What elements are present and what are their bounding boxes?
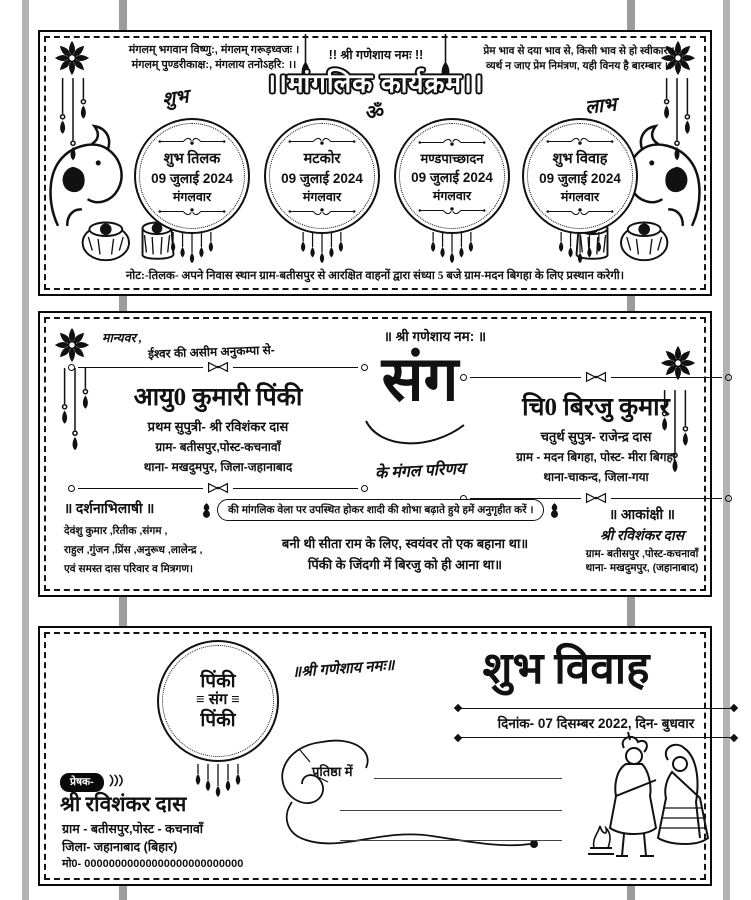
verse-line2: पिंकी के जिंदगी में बिरजु को ही आना था॥ bbox=[307, 557, 503, 572]
akankshi-address1: ग्राम- बतीसपुर ,पोस्ट-कचनावाँ bbox=[585, 548, 699, 560]
crop-mark bbox=[627, 0, 635, 30]
darshanabhilashi-block bbox=[64, 499, 254, 579]
sender-badge: प्रेषक- bbox=[60, 773, 104, 792]
bride-relation: प्रथम सुपुत्री- श्री रविशंकर दास bbox=[147, 419, 289, 434]
invite-capsule bbox=[200, 499, 561, 521]
flourish-row-icon bbox=[283, 136, 361, 147]
sender-mobile: मो0- 00000000000000000000000000 bbox=[62, 858, 244, 870]
flourish-row-icon bbox=[413, 205, 491, 216]
well-wishers-line3: एवं समस्त दास परिवार व मित्रगण। bbox=[64, 563, 194, 575]
salutation: मान्यवर , bbox=[102, 331, 142, 345]
event-name: शुभ विवाह bbox=[552, 150, 608, 167]
crop-mark bbox=[119, 0, 127, 30]
event-date: 09 जुलाई 2024 bbox=[539, 170, 621, 186]
crop-mark bbox=[119, 886, 127, 900]
event-day: मंगलवार bbox=[302, 189, 342, 204]
verse-line1: बनी थी सीता राम के लिए, स्वयंवर तो एक बहाना था॥ bbox=[281, 536, 529, 551]
crop-mark bbox=[627, 886, 635, 900]
flourish-row-icon bbox=[283, 206, 361, 217]
crop-mark bbox=[627, 296, 635, 311]
ganesh-invocation: ॥ श्री गणेशाय नम: ॥ bbox=[383, 329, 487, 344]
mangalam-shloka-line1: मंगलम् भगवान विष्णु:, मंगलम् गरूड़ध्वजः । bbox=[128, 44, 300, 56]
bow-divider bbox=[460, 371, 732, 383]
labh-script: लाभ bbox=[584, 94, 618, 119]
pratishtha-label: प्रतिष्ठा में bbox=[312, 764, 353, 779]
groom-block bbox=[460, 371, 732, 504]
well-wishers-line2: राहुल ,गुंजन ,प्रिंस ,अनुरूध ,लालेन्द्र , bbox=[64, 544, 203, 556]
groom-address1: ग्राम - मदन बिगहा, पोस्ट- मीरा बिगहा bbox=[516, 450, 676, 464]
event-day: मंगलवार bbox=[172, 189, 212, 204]
event-circle-tilak bbox=[134, 118, 250, 234]
event-circle-mandapachhadan bbox=[394, 118, 510, 234]
tassel-icon bbox=[550, 232, 610, 266]
ganesh-invocation: ॥श्री गणेशाय नमः॥ bbox=[291, 657, 395, 681]
badge-tail-icon bbox=[108, 773, 123, 788]
tassel-icon bbox=[162, 232, 222, 266]
bride-address1: ग्राम- बतीसपुर,पोस्ट-कचनावाँ bbox=[155, 440, 281, 454]
triple-line-icon: ≡ bbox=[196, 692, 205, 709]
bow-icon bbox=[206, 482, 230, 494]
event-name: शुभ तिलक bbox=[163, 150, 221, 167]
panel-mangalik-karyakram bbox=[38, 30, 712, 296]
left-rail bbox=[22, 0, 29, 900]
groom-address2: थाना-चाकन्द, जिला-गया bbox=[543, 470, 649, 484]
flourish-row-icon bbox=[541, 206, 619, 217]
groom-relation: चतुर्थ सुपुत्र- राजेन्द्र दास bbox=[540, 429, 652, 444]
tassel-icon bbox=[422, 232, 482, 266]
floral-flourish-icon bbox=[262, 732, 562, 862]
event-name: मटकोर bbox=[303, 150, 341, 167]
event-date: 09 जुलाई 2024 bbox=[411, 169, 493, 185]
sang-word: संग bbox=[381, 346, 459, 414]
event-circle-vivah bbox=[522, 118, 638, 234]
monogram-middle: संग bbox=[208, 692, 228, 709]
tassel-icon bbox=[188, 762, 248, 802]
flourish-row-icon bbox=[413, 137, 491, 148]
bow-icon bbox=[584, 371, 608, 383]
bride-address2: थाना- मखदुमपुर, जिला-जहानाबाद bbox=[143, 460, 293, 474]
event-day: मंगलवार bbox=[432, 188, 472, 203]
om-symbol: ॐ bbox=[365, 102, 385, 124]
sender-badge-row bbox=[60, 772, 123, 792]
groom-name: चि0 बिरजु कुमार bbox=[522, 394, 670, 421]
monogram-circle bbox=[157, 640, 279, 762]
bow-icon bbox=[206, 361, 230, 373]
sender-address2: जिला- जहानाबाद (बिहार) bbox=[62, 840, 178, 854]
crop-mark bbox=[119, 296, 127, 311]
write-in-line bbox=[340, 810, 562, 811]
panel-title: ।।मांगलिक कार्यक्रम।। bbox=[266, 69, 484, 98]
panel-envelope bbox=[38, 626, 712, 886]
bride-block bbox=[68, 361, 368, 494]
bow-icon bbox=[584, 492, 608, 504]
darshanabhilashi-title: ॥ दर्शनाभिलाषी ॥ bbox=[64, 502, 155, 517]
prem-couplet-line2: व्यर्थ न जाए प्रेम निमंत्रण, यही विनय है बारम्बार ।। bbox=[486, 60, 672, 72]
shubh-script: शुभ bbox=[160, 86, 190, 111]
event-date: 09 जुलाई 2024 bbox=[151, 170, 233, 186]
event-date: 09 जुलाई 2024 bbox=[281, 170, 363, 186]
crop-mark bbox=[119, 597, 127, 626]
bride-name: आयु0 कुमारी पिंकी bbox=[133, 384, 303, 411]
monogram-bottom: पिंकी bbox=[200, 709, 236, 731]
akankshi-title: ॥ आकांक्षी ॥ bbox=[608, 508, 676, 523]
flourish-row-icon bbox=[541, 136, 619, 147]
event-circle-matkor bbox=[264, 118, 380, 234]
flower-ornament-icon bbox=[54, 327, 90, 363]
tassel-icon bbox=[292, 232, 352, 266]
parinay-line: के मंगल परिणय bbox=[374, 460, 466, 483]
bow-divider bbox=[68, 361, 368, 373]
sender-address1: ग्राम - बतीसपुर,पोस्ट - कचनावाँ bbox=[62, 822, 204, 836]
write-in-line bbox=[374, 778, 562, 779]
akankshi-block bbox=[556, 505, 728, 575]
wedding-couple-icon bbox=[568, 730, 726, 880]
bow-divider bbox=[68, 482, 368, 494]
panel-invitation bbox=[38, 311, 712, 597]
wedding-date: दिनांक- 07 दिसम्बर 2022, दिन- बुधवार bbox=[497, 716, 695, 731]
ganesh-invocation: !! श्री गणेशाय नमः !! bbox=[328, 48, 424, 62]
sender-name: श्री रविशंकर दास bbox=[60, 792, 187, 816]
mangalam-shloka-line2: मंगलम् पुण्डरीकाक्ष:, मंगलाय तनोऽहरि: ।। bbox=[131, 59, 297, 71]
sang-swash-icon bbox=[360, 417, 470, 453]
monogram-top: पिंकी bbox=[200, 670, 236, 692]
flourish-row-icon bbox=[153, 206, 231, 217]
akankshi-address2: थाना- मखदुमपुर, (जहानाबाद) bbox=[585, 562, 699, 574]
blessing-line: ईश्वर की असीम अनुकम्पा से- bbox=[147, 342, 275, 362]
well-wishers-line1: देवंशु कुमार ,रितीक ,संगम , bbox=[64, 525, 168, 537]
invite-line: की मांगलिक वेला पर उपस्थित होकर शादी की शोभा बढ़ाते हुये हमें अनुगृहीत करें । bbox=[217, 499, 544, 521]
shubh-vivah-title: शुभ विवाह bbox=[482, 644, 650, 693]
event-name: मण्डपाच्छादन bbox=[420, 150, 484, 166]
akankshi-name: श्री रविशंकर दास bbox=[599, 529, 685, 544]
event-day: मंगलवार bbox=[560, 189, 600, 204]
write-in-line bbox=[340, 840, 562, 841]
travel-note: नोट:-तिलक- अपने निवास स्थान ग्राम-बतीसपुर से आरक्षित वाहनों द्वारा संध्या 5 बजे ग्राम-मदन बिगहा के लिए प्रस्थान करेगी। bbox=[125, 270, 625, 282]
flourish-row-icon bbox=[153, 136, 231, 147]
crop-mark bbox=[627, 597, 635, 626]
triple-line-icon: ≡ bbox=[231, 692, 240, 709]
prem-couplet-line1: प्रेम भाव से दया भाव से, किसी भाव से हो स्वीकार । bbox=[483, 45, 675, 57]
